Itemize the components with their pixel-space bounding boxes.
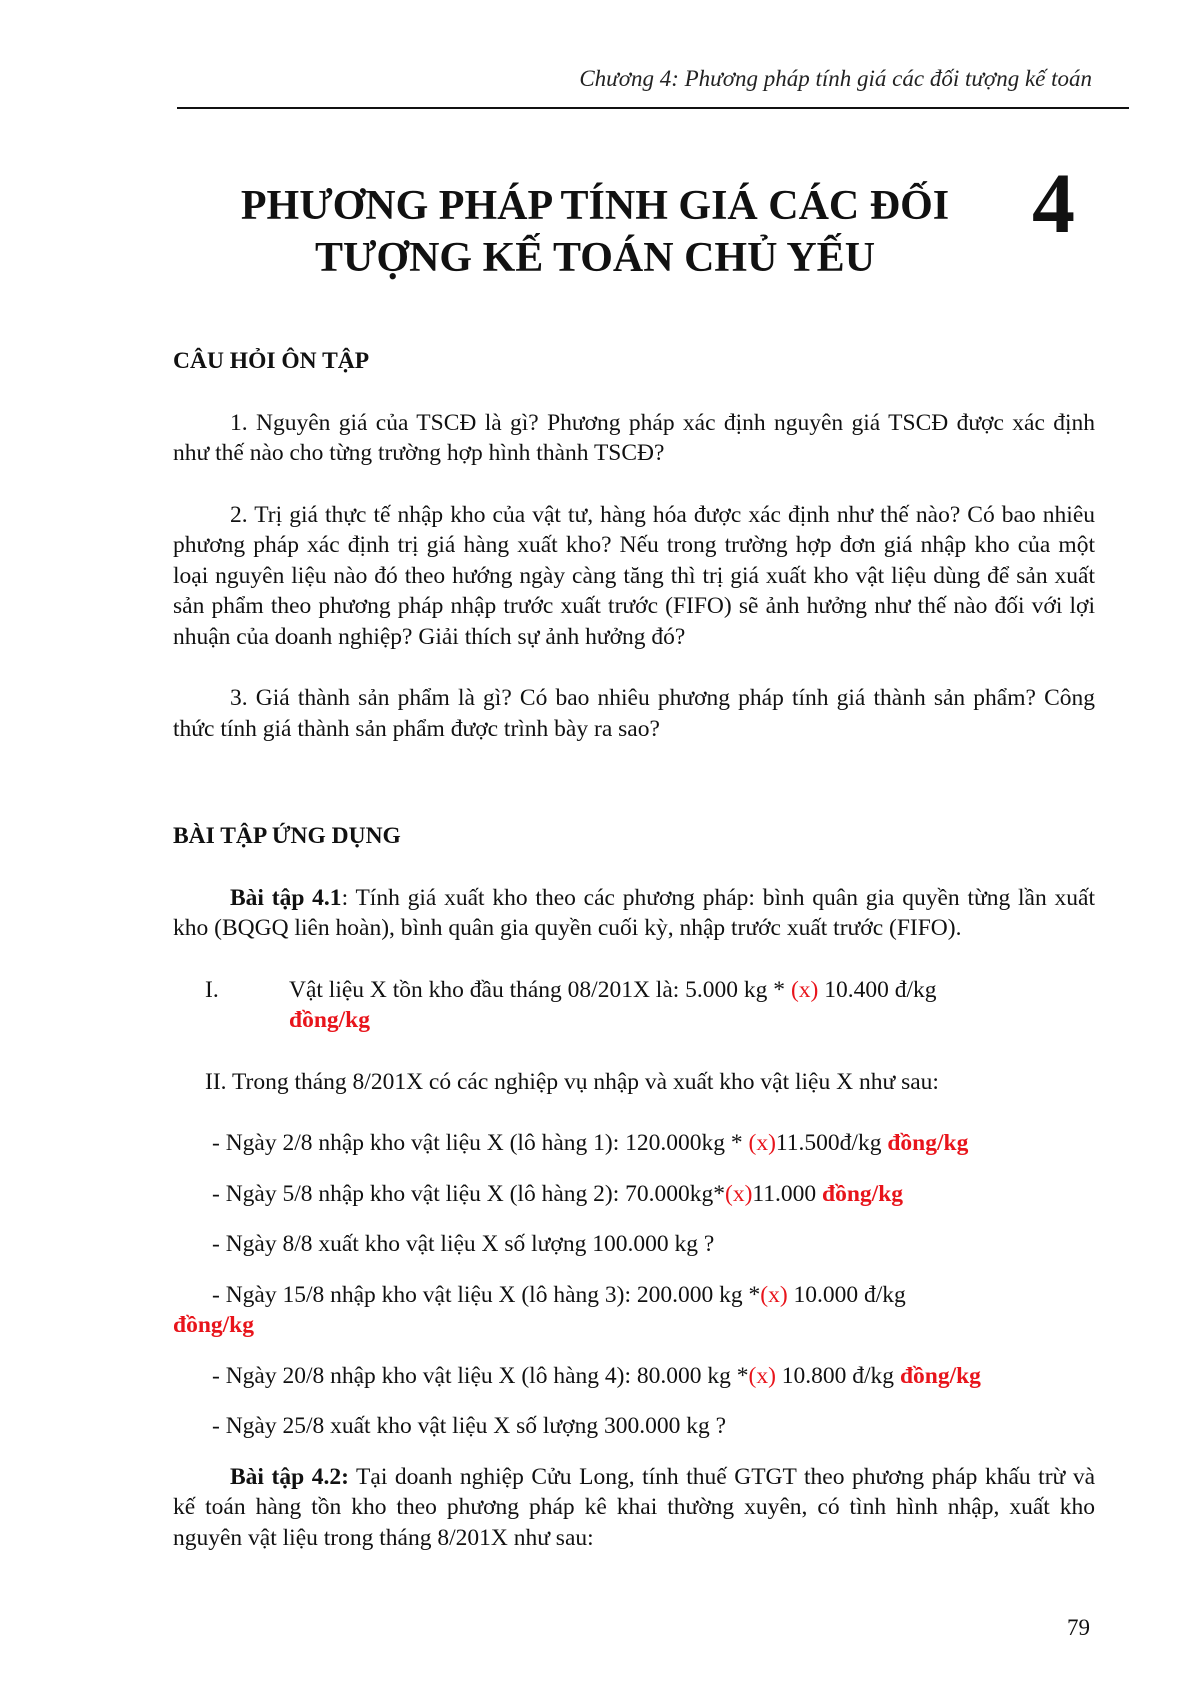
line-4-red-x: (x): [760, 1281, 788, 1308]
roman-numeral-1: I.: [205, 976, 219, 1003]
transaction-line-3: - Ngày 8/8 xuất kho vật liệu X số lượng 100.000 kg ?: [212, 1231, 715, 1257]
line-2-red-unit: đồng/kg: [822, 1180, 904, 1207]
item-1-text-b: 10.400 đ/kg: [818, 976, 937, 1003]
transaction-line-2: [173, 1179, 1095, 1210]
running-header: Chương 4: Phương pháp tính giá các đối tượng kế toán: [579, 66, 1092, 91]
item-1-body: [289, 975, 1095, 1036]
exercise-item-2: II. Trong tháng 8/201X có các nghiệp vụ nhập và xuất kho vật liệu X như sau:: [205, 1068, 939, 1095]
line-5-red-x: (x): [748, 1362, 776, 1389]
line-1-red-x: (x): [748, 1130, 776, 1156]
header-rule: [177, 107, 1129, 109]
line-5-text: - Ngày 20/8 nhập kho vật liệu X (lô hàng 4): 80.000 kg *: [212, 1362, 749, 1389]
line-1-red-unit: đồng/kg: [887, 1130, 969, 1156]
exercises-heading: BÀI TẬP ỨNG DỤNG: [173, 823, 401, 849]
transaction-line-1: [173, 1128, 1095, 1159]
line-2-price: 11.000: [752, 1180, 823, 1207]
chapter-number: 4: [1032, 155, 1075, 251]
review-question-2: 2. Trị giá thực tế nhập kho của vật tư, hàng hóa được xác định như thế nào? Có bao nhiêu phương pháp xác định trị giá hàng xuất kho? Nếu trong trường hợp đơn giá nhập kho của một loại nguyên liệu nào đó theo hướng ngày càng tăng thì trị giá xuất kho vật liệu dùng để sản xuất sản phẩm theo phương pháp nhập trước xuất trước (FIFO) sẽ ảnh hưởng như thế nào đối với lợi nhuận của doanh nghiệp? Giải thích sự ảnh hưởng đó?: [173, 501, 1095, 650]
line-2-red-x: (x): [725, 1180, 753, 1207]
item-1-text-a: Vật liệu X tồn kho đầu tháng 08/201X là: 5.000 kg *: [289, 976, 791, 1003]
chapter-title: [200, 180, 990, 284]
line-5-price: 10.800 đ/kg: [775, 1362, 900, 1389]
line-2-text: - Ngày 5/8 nhập kho vật liệu X (lô hàng 2): 70.000kg*: [212, 1180, 725, 1207]
exercise-4-1-label: Bài tập 4.1: [230, 884, 342, 911]
transaction-line-6: - Ngày 25/8 xuất kho vật liệu X số lượng 300.000 kg ?: [212, 1413, 727, 1439]
exercise-item-1: [173, 975, 1095, 1036]
item-1-red-unit: đồng/kg: [289, 1007, 370, 1033]
review-question-1: 1. Nguyên giá của TSCĐ là gì? Phương pháp xác định nguyên giá TSCĐ được xác định như thế nào cho từng trường hợp hình thành TSCĐ?: [173, 409, 1095, 466]
review-heading: CÂU HỎI ÔN TẬP: [173, 348, 370, 374]
line-4-red-unit: đồng/kg: [173, 1312, 254, 1338]
exercise-4-1-intro: [173, 883, 1095, 944]
page-content: [173, 346, 1095, 1553]
transaction-line-5: [173, 1361, 1095, 1392]
line-4-price: 10.000 đ/kg: [787, 1281, 906, 1308]
chapter-title-line1: PHƯƠNG PHÁP TÍNH GIÁ CÁC ĐỐI: [240, 183, 950, 229]
transaction-line-4: [173, 1280, 1095, 1311]
line-1-price: 11.500đ/kg: [775, 1130, 888, 1156]
transaction-line-4-unit: [173, 1310, 1095, 1341]
line-4-text: - Ngày 15/8 nhập kho vật liệu X (lô hàng 3): 200.000 kg *: [212, 1281, 761, 1308]
exercise-4-2-text: Tại doanh nghiệp Cửu Long, tính thuế GTGT theo phương pháp khấu trừ và kế toán hàng tồn kho theo phương pháp kê khai thường xuyên, có tình hình nhập, xuất kho nguyên vật liệu trong tháng 8/201X như sau:: [173, 1463, 1095, 1551]
chapter-title-line2: TƯỢNG KẾ TOÁN CHỦ YẾU: [314, 235, 876, 281]
exercise-4-2-label: Bài tập 4.2:: [230, 1463, 349, 1490]
exercise-4-2-intro: [173, 1462, 1095, 1554]
item-1-red-x: (x): [790, 976, 819, 1003]
review-question-3: 3. Giá thành sản phẩm là gì? Có bao nhiêu phương pháp tính giá thành sản phẩm? Công thức tính giá thành sản phẩm được trình bày ra sao?: [173, 685, 1095, 742]
exercise-4-1-text: : Tính giá xuất kho theo các phương pháp: bình quân gia quyền từng lần xuất kho (BQGQ liên hoàn), bình quân gia quyền cuối kỳ, nhập trước xuất trước (FIFO).: [173, 884, 1095, 941]
line-5-red-unit: đồng/kg: [899, 1362, 981, 1389]
line-1-text: - Ngày 2/8 nhập kho vật liệu X (lô hàng 1): 120.000kg *: [212, 1130, 749, 1156]
page-number: 79: [1067, 1615, 1090, 1640]
